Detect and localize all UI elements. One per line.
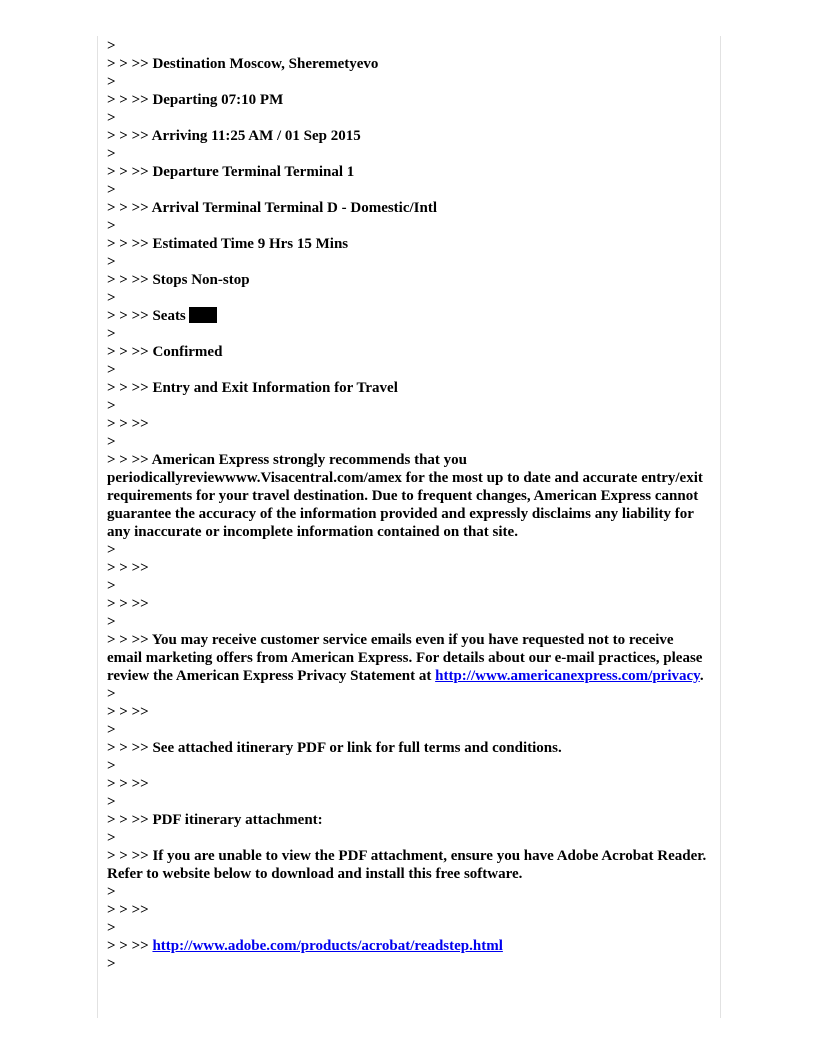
quote-line: > <box>107 110 116 126</box>
quote-line: > <box>107 722 116 738</box>
redaction-block <box>189 307 217 323</box>
adobe-link[interactable]: http://www.adobe.com/products/acrobat/readstep.html <box>152 938 503 954</box>
empty-quote-line: > > >> <box>107 902 149 918</box>
service-emails-text: > > >> You may receive customer service emails even if you have requested not to receive email marketing offers from American Express. For details about our e-mail practices, please review the American Express Privacy Statement at <box>107 632 703 684</box>
privacy-link[interactable]: http://www.americanexpress.com/privacy <box>435 668 700 684</box>
empty-quote-line: > > >> <box>107 704 149 720</box>
quote-line: > <box>107 434 116 450</box>
entry-exit-heading: > > >> Entry and Exit Information for Travel <box>107 380 398 396</box>
quote-line: > <box>107 830 116 846</box>
quote-line: > <box>107 578 116 594</box>
email-body <box>107 37 707 973</box>
empty-quote-line: > > >> <box>107 560 149 576</box>
adobe-prefix: > > >> <box>107 938 153 954</box>
confirmed-line: > > >> Confirmed <box>107 344 223 360</box>
service-emails-paragraph <box>107 631 707 685</box>
quote-line: > <box>107 146 116 162</box>
quote-line: > <box>107 38 116 54</box>
quote-line: > <box>107 74 116 90</box>
empty-quote-line: > > >> <box>107 596 149 612</box>
see-attached-line: > > >> See attached itinerary PDF or link for full terms and conditions. <box>107 740 562 756</box>
privacy-period: . <box>699 668 704 684</box>
quote-line: > <box>107 218 116 234</box>
quote-line: > <box>107 686 116 702</box>
pdf-attachment-line: > > >> PDF itinerary attachment: <box>107 812 323 828</box>
arrival-terminal-line: > > >> Arrival Terminal Terminal D - Domestic/Intl <box>107 200 438 216</box>
quote-line: > <box>107 398 116 414</box>
empty-quote-line: > > >> <box>107 776 149 792</box>
quote-line: > <box>107 920 116 936</box>
quote-line: > <box>107 362 116 378</box>
adobe-line <box>107 937 707 955</box>
quote-line: > <box>107 884 116 900</box>
departing-line: > > >> Departing 07:10 PM <box>107 92 284 108</box>
quote-line: > <box>107 614 116 630</box>
quote-line: > <box>107 956 116 972</box>
quote-line: > <box>107 542 116 558</box>
estimated-time-line: > > >> Estimated Time 9 Hrs 15 Mins <box>107 236 349 252</box>
quote-line: > <box>107 290 116 306</box>
destination-line: > > >> Destination Moscow, Sheremetyevo <box>107 56 379 72</box>
quote-line: > <box>107 326 116 342</box>
empty-quote-line: > > >> <box>107 416 149 432</box>
recommendation-paragraph: > > >> American Express strongly recommends that you periodicallyreviewwww.Visacentral.com/amex for the most up to date and accurate entry/exit requirements for your travel destination. Due to frequent changes, American Express cannot guarantee the accuracy of the information provided and expressly disclaims any liability for any inaccurate or incomplete information contained on that site. <box>107 452 703 540</box>
stops-line: > > >> Stops Non-stop <box>107 272 250 288</box>
departure-terminal-line: > > >> Departure Terminal Terminal 1 <box>107 164 355 180</box>
quote-line: > <box>107 182 116 198</box>
quote-line: > <box>107 254 116 270</box>
quote-line: > <box>107 758 116 774</box>
seats-label: > > >> Seats <box>107 308 186 324</box>
seats-line <box>107 307 707 325</box>
unable-to-view-paragraph: > > >> If you are unable to view the PDF attachment, ensure you have Adobe Acrobat Reader. Refer to website below to download and install this free software. <box>107 848 707 882</box>
arriving-line: > > >> Arriving 11:25 AM / 01 Sep 2015 <box>107 128 361 144</box>
quote-line: > <box>107 794 116 810</box>
